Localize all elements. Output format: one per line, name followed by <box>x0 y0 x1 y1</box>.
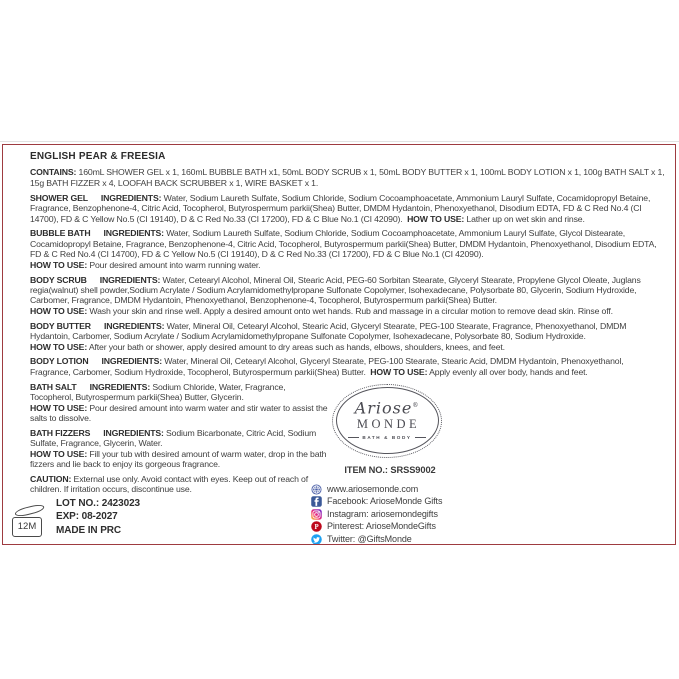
section-body-butter <box>30 321 666 352</box>
brand-logo <box>332 384 442 458</box>
how-to-use-label: HOW TO USE: <box>30 341 88 352</box>
ingredients-label: INGREDIENTS: <box>100 192 162 203</box>
section-name: BODY BUTTER <box>30 320 91 331</box>
section-bubble-bath <box>30 228 666 270</box>
brand-script-name <box>355 398 420 416</box>
how-to-use-line <box>30 449 330 470</box>
how-to-use-text: Pour desired amount into warm water and stir water to assist the salts to dissolve. <box>30 402 328 423</box>
how-to-use-line <box>30 403 330 424</box>
social-text: Instagram: ariosemondegifts <box>327 508 438 519</box>
jar-lid-icon <box>14 503 45 518</box>
period-after-opening-icon <box>12 500 46 537</box>
how-to-use-label: HOW TO USE: <box>30 259 88 270</box>
ingredients-label: INGREDIENTS: <box>103 228 164 239</box>
social-row-twitter <box>311 533 591 545</box>
brand-tagline <box>348 433 425 443</box>
ingredients-label: INGREDIENTS: <box>103 320 165 331</box>
section-name: BUBBLE BATH <box>30 228 91 239</box>
section-name: BATH FIZZERS <box>30 427 91 438</box>
contains-text: 160mL SHOWER GEL x 1, 160mL BUBBLE BATH x1, 50mL BODY SCRUB x 1, 50mL BODY BUTTER x 1, 100mL BODY LOTION x 1, 100g BATH SALT x 1, 15g BATH FIZZER x 4, LOOFAH BACK SCRUBBER x 1, WIRE BASKET x 1. <box>30 167 665 188</box>
how-to-use-line <box>30 306 666 316</box>
social-text: Twitter: @GiftsMonde <box>327 533 412 544</box>
brand-logo-inner-ring <box>336 387 439 454</box>
social-row-website <box>311 483 591 495</box>
fragrance-title: ENGLISH PEAR & FREESIA <box>30 151 166 162</box>
how-to-use-label: HOW TO USE: <box>30 305 88 316</box>
made-in: MADE IN PRC <box>56 525 122 536</box>
ingredients-text: Water, Mineral Oil, Cetearyl Alcohol, Stearic Acid, Glyceryl Stearate, PEG-100 Stearate, Fragrance, Phenoxyethanol, DMDM Hydantoin, Carbomer, Sodium Acrylate / Sodium Acrylamidomethylpropane Sulfonate Copolymer, Isohexadecane, Polysorbate 80, Sodium Hydroxide. <box>30 320 627 342</box>
section-shower-gel <box>30 193 666 224</box>
how-to-use-text: Pour desired amount into warm running water. <box>89 259 261 270</box>
section-name: SHOWER GEL <box>30 192 88 203</box>
ingredients-text: Water, Sodium Laureth Sulfate, Sodium Chloride, Sodium Cocoamphoacetate, Ammonium Lauryl Sulfate, Cocamidopropyl Betaine, Fragrance, Benzophenone-4, Citric Acid, Tocopherol, Butyrospermum parkii(Shea) Butter, DMDM Hydantoin, Phenoxyethanol, Disodium EDTA, FD & C Red No.4 (CI 14700), FD & C Yellow No.5 (CI 19140), D & C Red No.33 (CI 17200), FD & C Blue No.1 (CI 42090). <box>30 192 651 224</box>
image-divider-rule <box>0 141 679 142</box>
lot-exp-text <box>56 497 140 537</box>
jar-body <box>12 517 42 537</box>
tagline-rule-left <box>348 437 359 438</box>
twitter-icon <box>311 534 322 545</box>
how-to-use-text: Wash your skin and rinse well. Apply a desired amount onto wet hands. Rub and massage in a circular motion to remove dead skin. Rinse off. <box>89 305 613 316</box>
pinterest-icon <box>311 521 322 532</box>
facebook-icon <box>311 496 322 507</box>
lot-number: LOT NO.: 2423023 <box>56 498 140 509</box>
social-text: Pinterest: ArioseMondeGifts <box>327 521 436 532</box>
social-row-facebook <box>311 496 591 508</box>
section-body-scrub <box>30 275 666 317</box>
how-to-use-text: Lather up on wet skin and rinse. <box>466 213 585 224</box>
bottom-left-column <box>30 382 330 495</box>
how-to-use-line <box>30 260 666 270</box>
bottom-right-column <box>311 384 591 545</box>
ingredients-text: Water, Mineral Oil, Cetearyl Alcohol, Glyceryl Stearate, PEG-100 Stearate, Stearic Acid, DMDM Hydantoin, Phenoxyethanol, Fragrance, Carbomer, Sodium Hydroxide, Tocopherol, Butyrospermum parkii(Shea) Butter. <box>30 356 624 377</box>
brand-tagline-text: BATH & BODY <box>362 434 412 440</box>
brand-name: MONDE <box>356 416 421 431</box>
ingredients-text: Water, Cetearyl Alcohol, Mineral Oil, Stearic Acid, PEG-60 Sorbitan Stearate, Glyceryl Stearate, Propylene Glycol Oleate, Juglans regia(walnut) shell powder,Sodium Acrylate / Sodium Acrylamidomethylpropane Sulfonate Copolymer, Isohexadecane, Polysorbate 80, Glycerin, Sodium Hydroxide, Carbomer, Fragrance, DMDM Hydantoin, Phenoxyethanol, Benzophenone-4, Tocopherol, Butyrospermum parkii(Shea) Butter. <box>30 274 641 306</box>
lot-exp-block <box>12 497 140 537</box>
caution-text: External use only. Avoid contact with eyes. Keep out of reach of children. If irritation occurs, discontinue use. <box>30 473 308 495</box>
contains-label: CONTAINS: <box>30 167 77 178</box>
svg-text:P: P <box>314 524 319 532</box>
social-row-pinterest <box>311 521 591 533</box>
how-to-use-text: Fill your tub with desired amount of warm water, drop in the bath fizzers and lie back to enjoy its gorgeous fragrance. <box>30 448 327 470</box>
product-label <box>2 144 676 545</box>
how-to-use-label: HOW TO USE: <box>407 213 465 224</box>
section-name: BODY LOTION <box>30 356 89 367</box>
registered-mark: ® <box>412 402 420 410</box>
caution-paragraph <box>30 474 330 495</box>
section-name: BODY SCRUB <box>30 274 87 285</box>
ingredients-text: Sodium Bicarbonate, Citric Acid, Sodium Sulfate, Fragrance, Glycerin, Water. <box>30 427 317 449</box>
contains-paragraph <box>30 167 666 188</box>
social-text: Facebook: ArioseMonde Gifts <box>327 496 443 507</box>
how-to-use-label: HOW TO USE: <box>30 402 88 413</box>
globe-icon <box>311 484 322 495</box>
tagline-rule-right <box>415 437 426 438</box>
ingredients-text: Sodium Chloride, Water, Fragrance, Tocopherol, Butyrospermum parkii(Shea) Butter, Glycerin. <box>30 381 286 403</box>
social-text: www.ariosemonde.com <box>327 483 419 494</box>
ingredients-label: INGREDIENTS: <box>101 356 162 367</box>
how-to-use-label: HOW TO USE: <box>30 448 88 459</box>
how-to-use-label: HOW TO USE: <box>370 366 428 377</box>
ingredients-label: INGREDIENTS: <box>89 381 151 392</box>
ingredients-text: Water, Sodium Laureth Sulfate, Sodium Chloride, Sodium Cocoamphoacetate, Ammonium Lauryl Sulfate, Glycol Distearate, Cocamidopropyl Betaine, Fragrance, Benzophenone-4, Citric Acid, Tocopherol, Butyrospermum parkii(Shea) Butter, DMDM Hydantoin, Phenoxyethanol, Disodium EDTA, FD & C Red No.4 (CI 14700), FD & C Yellow No.5 (CI 19140), D & C Red No.33 (CI 17200), FD & C Blue No.1 (CI 42090). <box>30 228 657 260</box>
section-bath-fizzers <box>30 428 330 470</box>
instagram-icon <box>311 509 322 520</box>
how-to-use-text: Apply evenly all over body, hands and feet. <box>429 366 588 377</box>
social-links-list <box>311 483 591 545</box>
section-bath-salt <box>30 382 330 424</box>
caution-label: CAUTION: <box>30 473 72 484</box>
brand-script-text: Ariose <box>354 398 413 418</box>
section-name: BATH SALT <box>30 381 77 392</box>
how-to-use-text: After your bath or shower, apply desired amount to dry areas such as hands, elbows, shoulders, knees, and feet. <box>88 341 505 352</box>
ingredients-label: INGREDIENTS: <box>99 274 161 285</box>
pao-months: 12M <box>17 520 37 532</box>
social-row-instagram <box>311 508 591 520</box>
ingredients-label: INGREDIENTS: <box>103 427 164 438</box>
section-body-lotion <box>30 356 666 377</box>
how-to-use-line <box>30 342 666 352</box>
item-number: ITEM NO.: SRSS9002 <box>344 464 436 475</box>
expiry-date: EXP: 08-2027 <box>56 511 118 522</box>
